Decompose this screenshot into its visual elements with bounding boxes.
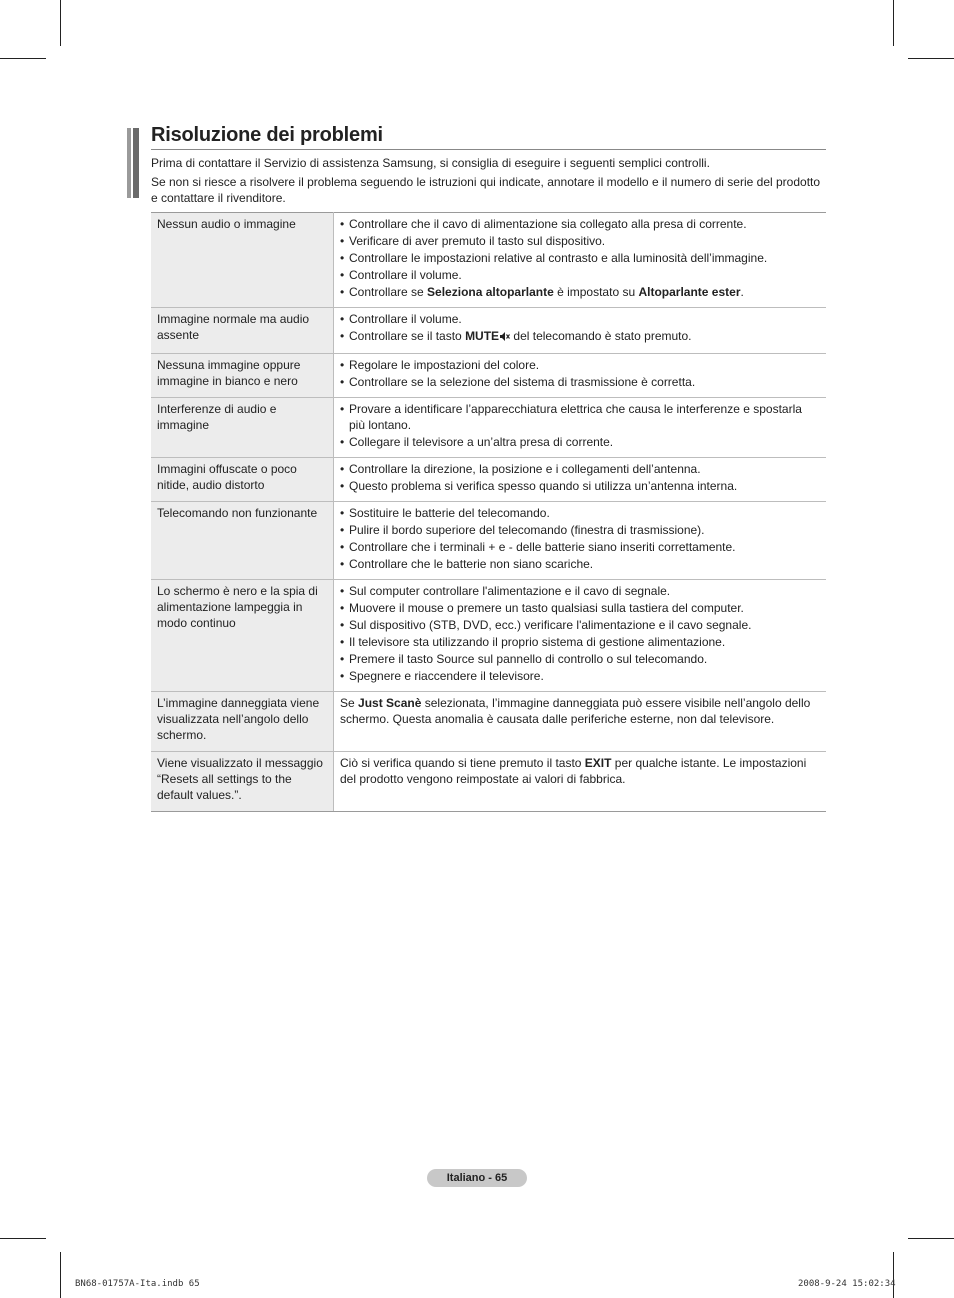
solution-cell (334, 398, 827, 458)
solution-item: • Il televisore sta utilizzando il proprio sistema di gestione alimentazione. (340, 634, 818, 650)
table-row (151, 752, 826, 812)
problem-cell: Interferenze di audio e immagine (151, 398, 334, 458)
solution-cell (334, 502, 827, 580)
crop-mark (893, 0, 894, 46)
solution-item: • Verificare di aver premuto il tasto sul dispositivo. (340, 233, 818, 249)
solution-cell (334, 354, 827, 398)
table-row (151, 502, 826, 580)
solution-cell (334, 692, 827, 752)
solution-cell (334, 213, 827, 308)
solution-item: • Collegare il televisore a un’altra presa di corrente. (340, 434, 818, 450)
solution-item: • Premere il tasto Source sul pannello di controllo o sul telecomando. (340, 651, 818, 667)
intro-paragraph: Se non si riesce a risolvere il problema seguendo le istruzioni qui indicate, annotare il modello e il numero di serie del prodotto e contattare il rivenditore. (151, 175, 821, 205)
solution-item: • Questo problema si verifica spesso quando si utilizza un’antenna interna. (340, 478, 818, 494)
crop-mark (0, 58, 46, 59)
page-title: Risoluzione dei problemi (151, 124, 383, 146)
solution-item: • Controllare il volume. (340, 267, 818, 283)
solution-item: • Controllare se la selezione del sistema di trasmissione è corretta. (340, 374, 818, 390)
solution-item: • Sul dispositivo (STB, DVD, ecc.) verificare l'alimentazione e il cavo segnale. (340, 617, 818, 633)
problem-cell: Lo schermo è nero e la spia di alimentazione lampeggia in modo continuo (151, 580, 334, 692)
solution-item: • Controllare la direzione, la posizione e i collegamenti dell’antenna. (340, 461, 818, 477)
solution-item: • Controllare il volume. (340, 311, 818, 327)
solution-item: • Controllare se il tasto MUTE del telecomando è stato premuto. (340, 328, 818, 346)
solution-item: • Controllare che le batterie non siano scariche. (340, 556, 818, 572)
print-footer-file: BN68-01757A-Ita.indb 65 (75, 1279, 200, 1289)
section-marker-bar (127, 128, 139, 198)
solution-cell (334, 458, 827, 502)
crop-mark (908, 58, 954, 59)
intro-paragraph: Prima di contattare il Servizio di assistenza Samsung, si consiglia di eseguire i seguenti semplici controlli. (151, 156, 710, 170)
table-row (151, 213, 826, 308)
crop-mark (893, 1252, 894, 1298)
solution-item: • Sul computer controllare l'alimentazione e il cavo di segnale. (340, 583, 818, 599)
mute-speaker-icon (499, 330, 510, 346)
table-row (151, 692, 826, 752)
table-row (151, 398, 826, 458)
problem-cell: Viene visualizzato il messaggio “Resets all settings to the default values.”. (151, 752, 334, 812)
problem-cell: Immagini offuscate o poco nitide, audio distorto (151, 458, 334, 502)
solution-item: • Pulire il bordo superiore del telecomando (finestra di trasmissione). (340, 522, 818, 538)
print-footer-timestamp: 2008-9-24 15:02:34 (798, 1279, 896, 1289)
solution-item: • Spegnere e riaccendere il televisore. (340, 668, 818, 684)
problem-cell: L’immagine danneggiata viene visualizzata nell’angolo dello schermo. (151, 692, 334, 752)
crop-mark (908, 1238, 954, 1239)
solution-item: • Controllare le impostazioni relative al contrasto e alla luminosità dell’immagine. (340, 250, 818, 266)
solution-item: • Muovere il mouse o premere un tasto qualsiasi sulla tastiera del computer. (340, 600, 818, 616)
crop-mark (0, 1238, 46, 1239)
solution-item: • Provare a identificare l’apparecchiatura elettrica che causa le interferenze e spostarla più lontano. (340, 401, 818, 433)
solution-item: • Regolare le impostazioni del colore. (340, 357, 818, 373)
solution-item: • Controllare che il cavo di alimentazione sia collegato alla presa di corrente. (340, 216, 818, 232)
table-row (151, 458, 826, 502)
troubleshooting-table (151, 212, 826, 812)
solution-cell (334, 752, 827, 812)
solution-paragraph: Se Just Scanè selezionata, l’immagine danneggiata può essere visibile nell’angolo dello schermo. Questa anomalia è causata dalle periferiche esterne, non dal televisore. (340, 696, 811, 726)
solution-cell (334, 580, 827, 692)
table-row (151, 308, 826, 354)
crop-mark (60, 1252, 61, 1298)
solution-cell (334, 308, 827, 354)
solution-item: • Sostituire le batterie del telecomando. (340, 505, 818, 521)
problem-cell: Immagine normale ma audio assente (151, 308, 334, 354)
page-number-badge: Italiano - 65 (427, 1169, 527, 1187)
problem-cell: Telecomando non funzionante (151, 502, 334, 580)
problem-cell: Nessuna immagine oppure immagine in bianco e nero (151, 354, 334, 398)
solution-item: • Controllare che i terminali + e - delle batterie siano inseriti correttamente. (340, 539, 818, 555)
table-row (151, 354, 826, 398)
title-divider (151, 149, 826, 150)
crop-mark (60, 0, 61, 46)
solution-paragraph: Ciò si verifica quando si tiene premuto il tasto EXIT per qualche istante. Le impostazioni del prodotto vengono reimpostate ai valori di fabbrica. (340, 756, 807, 786)
problem-cell: Nessun audio o immagine (151, 213, 334, 308)
solution-item: • Controllare se Seleziona altoparlante è impostato su Altoparlante ester. (340, 284, 818, 300)
table-row (151, 580, 826, 692)
